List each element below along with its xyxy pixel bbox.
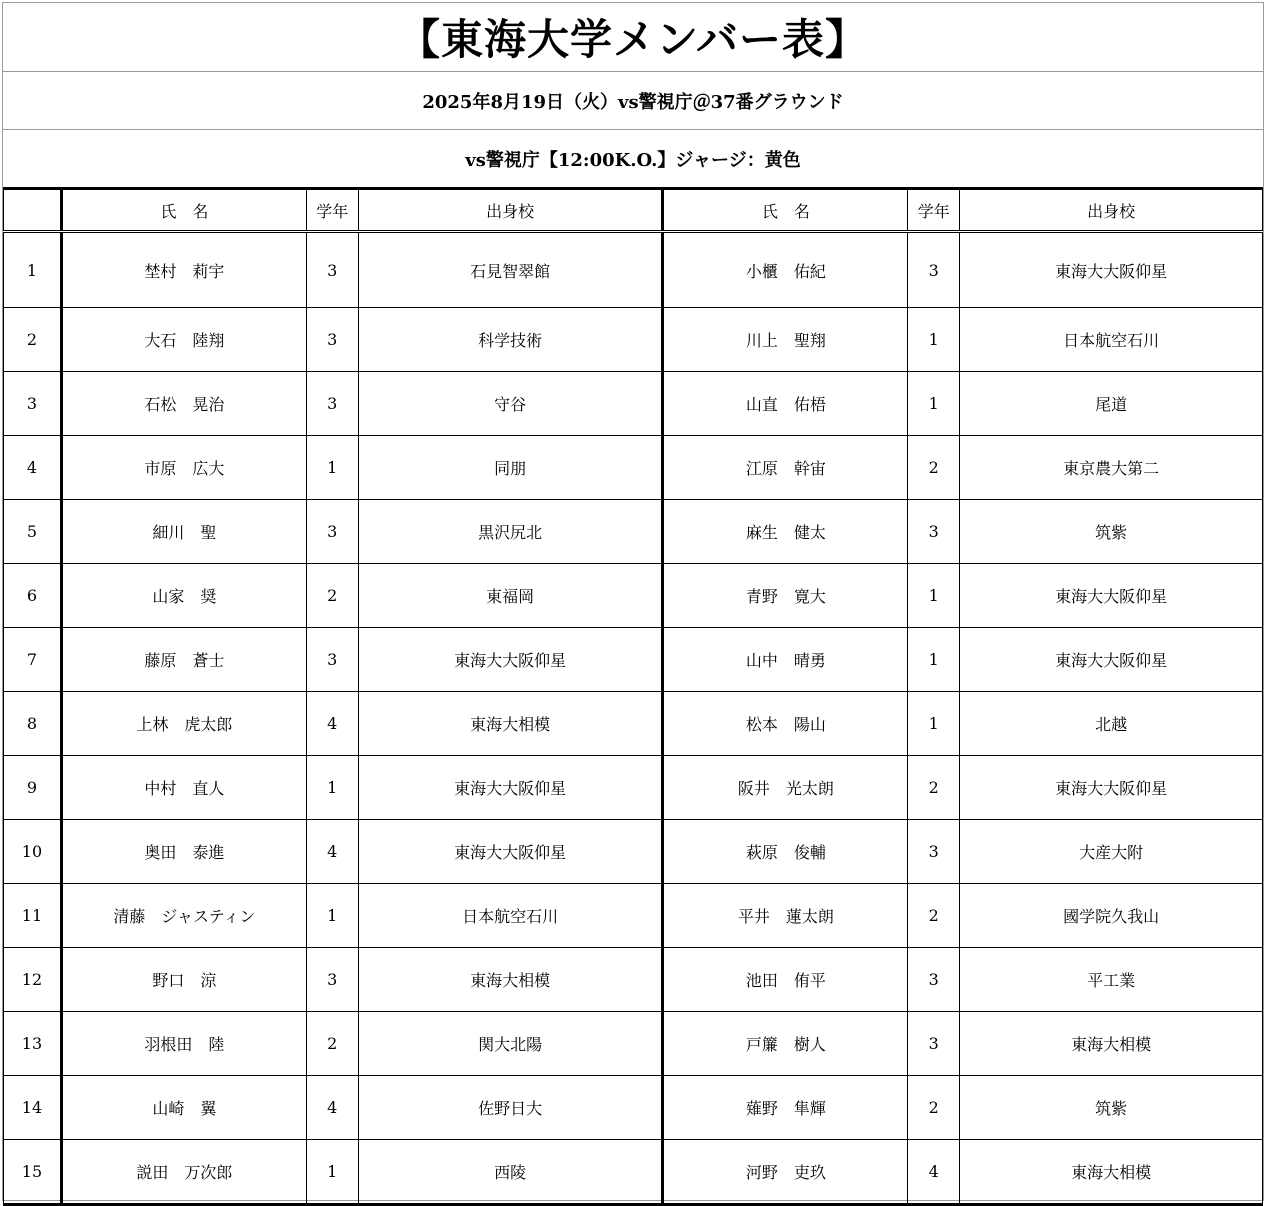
player-grade-left: 3 [306,232,358,308]
player-name-right: 山中 晴勇 [663,628,908,692]
table-row [4,1140,1263,1205]
player-name-right: 小櫃 佑紀 [663,232,908,308]
player-name-right: 山直 佑梧 [663,372,908,436]
row-number: 9 [4,756,62,820]
player-name-left: 説田 万次郎 [61,1140,306,1205]
player-grade-right: 1 [908,372,960,436]
table-row [4,232,1263,308]
player-school-right: 東海大大阪仰星 [960,628,1263,692]
row-number: 12 [4,948,62,1012]
player-school-left: 東海大大阪仰星 [358,628,663,692]
table-row [4,948,1263,1012]
player-school-right: 筑紫 [960,1076,1263,1140]
player-school-left: 東海大大阪仰星 [358,756,663,820]
row-number: 13 [4,1012,62,1076]
player-grade-right: 3 [908,820,960,884]
player-name-left: 埜村 莉宇 [61,232,306,308]
player-name-left: 石松 晃治 [61,372,306,436]
player-grade-left: 2 [306,1012,358,1076]
row-number: 14 [4,1076,62,1140]
player-grade-right: 1 [908,692,960,756]
player-grade-right: 4 [908,1140,960,1205]
header-school-left: 出身校 [358,189,663,232]
row-number: 10 [4,820,62,884]
player-grade-left: 1 [306,436,358,500]
roster-table [3,187,1263,1206]
table-row [4,372,1263,436]
header-school-right: 出身校 [960,189,1263,232]
player-grade-left: 4 [306,820,358,884]
player-name-right: 松本 陽山 [663,692,908,756]
player-school-left: 東海大相模 [358,692,663,756]
player-grade-right: 3 [908,1012,960,1076]
player-name-right: 麻生 健太 [663,500,908,564]
title-row [3,3,1263,72]
player-grade-left: 3 [306,500,358,564]
table-row [4,564,1263,628]
row-number: 7 [4,628,62,692]
match-line: 2025年8月19日（火）vs警視庁＠37番グラウンド [422,91,844,113]
player-school-right: 尾道 [960,372,1263,436]
player-grade-left: 3 [306,948,358,1012]
player-name-right: 阪井 光太朗 [663,756,908,820]
player-school-left: 日本航空石川 [358,884,663,948]
player-school-right: 東京農大第二 [960,436,1263,500]
player-name-left: 細川 聖 [61,500,306,564]
player-school-left: 黒沢尻北 [358,500,663,564]
kickoff-info-row [3,130,1263,187]
table-row [4,756,1263,820]
table-row [4,500,1263,564]
player-name-left: 藤原 蒼士 [61,628,306,692]
row-number: 8 [4,692,62,756]
row-number: 15 [4,1140,62,1205]
row-number: 11 [4,884,62,948]
player-name-left: 中村 直人 [61,756,306,820]
player-name-left: 大石 陸翔 [61,308,306,372]
player-grade-left: 4 [306,1076,358,1140]
player-grade-right: 2 [908,1076,960,1140]
player-school-right: 東海大大阪仰星 [960,756,1263,820]
player-name-right: 平井 蓮太朗 [663,884,908,948]
player-grade-right: 3 [908,500,960,564]
player-grade-left: 1 [306,884,358,948]
header-name-right: 氏 名 [663,189,908,232]
player-name-right: 河野 吏玖 [663,1140,908,1205]
header-name-left: 氏 名 [61,189,306,232]
player-grade-right: 1 [908,308,960,372]
player-grade-left: 3 [306,372,358,436]
header-row [4,189,1263,232]
player-school-right: 大産大附 [960,820,1263,884]
player-name-right: 青野 寛大 [663,564,908,628]
player-grade-right: 2 [908,884,960,948]
kickoff-line: vs警視庁【12:00K.O.】ジャージ：黄色 [465,149,801,171]
table-row [4,884,1263,948]
player-name-right: 川上 聖翔 [663,308,908,372]
player-name-left: 清藤 ジャスティン [61,884,306,948]
header-grade-right: 学年 [908,189,960,232]
player-school-right: 北越 [960,692,1263,756]
row-number: 1 [4,232,62,308]
page-title: 【東海大学メンバー表】 [397,15,869,64]
player-name-right: 戸簾 樹人 [663,1012,908,1076]
player-school-right: 東海大相模 [960,1012,1263,1076]
player-grade-left: 4 [306,692,358,756]
player-grade-right: 2 [908,436,960,500]
table-row [4,308,1263,372]
player-school-left: 佐野日大 [358,1076,663,1140]
row-number: 2 [4,308,62,372]
player-school-right: 東海大相模 [960,1140,1263,1205]
player-name-right: 江原 幹宙 [663,436,908,500]
table-row [4,1012,1263,1076]
member-sheet [2,2,1264,1201]
player-school-left: 西陵 [358,1140,663,1205]
player-school-left: 東福岡 [358,564,663,628]
player-school-right: 筑紫 [960,500,1263,564]
player-school-left: 科学技術 [358,308,663,372]
player-grade-right: 1 [908,628,960,692]
player-school-left: 同朋 [358,436,663,500]
player-grade-left: 1 [306,756,358,820]
row-number: 3 [4,372,62,436]
player-name-right: 萩原 俊輔 [663,820,908,884]
row-number: 4 [4,436,62,500]
player-school-right: 東海大大阪仰星 [960,232,1263,308]
table-row [4,436,1263,500]
player-name-left: 上林 虎太郎 [61,692,306,756]
player-school-left: 守谷 [358,372,663,436]
player-school-left: 東海大大阪仰星 [358,820,663,884]
player-school-right: 平工業 [960,948,1263,1012]
table-row [4,628,1263,692]
player-name-left: 山崎 翼 [61,1076,306,1140]
player-name-right: 池田 侑平 [663,948,908,1012]
player-school-right: 國学院久我山 [960,884,1263,948]
player-grade-right: 2 [908,756,960,820]
player-school-left: 東海大相模 [358,948,663,1012]
row-number: 6 [4,564,62,628]
player-grade-left: 2 [306,564,358,628]
player-grade-left: 3 [306,628,358,692]
player-grade-left: 3 [306,308,358,372]
match-info-row [3,72,1263,130]
player-grade-right: 1 [908,564,960,628]
player-school-left: 関大北陽 [358,1012,663,1076]
header-number [4,189,62,232]
table-row [4,1076,1263,1140]
player-name-left: 野口 涼 [61,948,306,1012]
player-school-left: 石見智翠館 [358,232,663,308]
roster-body [4,232,1263,1205]
table-row [4,692,1263,756]
player-grade-left: 1 [306,1140,358,1205]
player-name-right: 薙野 隼輝 [663,1076,908,1140]
player-name-left: 市原 広大 [61,436,306,500]
row-number: 5 [4,500,62,564]
player-school-right: 東海大大阪仰星 [960,564,1263,628]
player-grade-right: 3 [908,232,960,308]
player-name-left: 羽根田 陸 [61,1012,306,1076]
table-row [4,820,1263,884]
player-name-left: 山家 奨 [61,564,306,628]
player-school-right: 日本航空石川 [960,308,1263,372]
player-name-left: 奥田 泰進 [61,820,306,884]
player-grade-right: 3 [908,948,960,1012]
header-grade-left: 学年 [306,189,358,232]
